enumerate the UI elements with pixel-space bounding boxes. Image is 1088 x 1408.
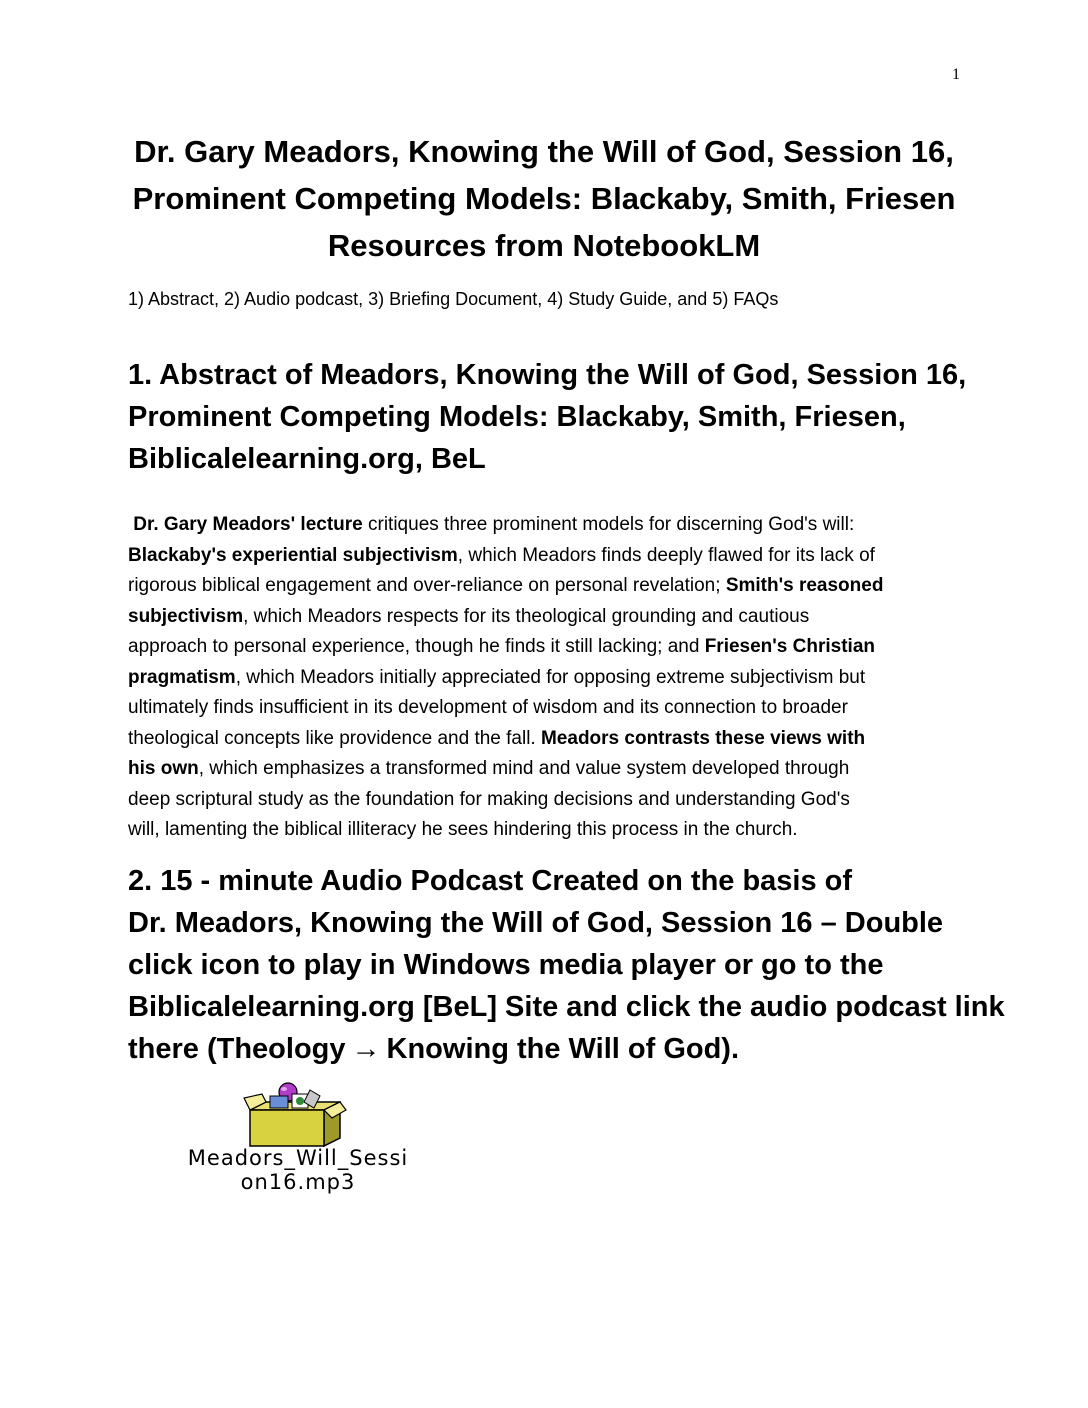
abstract-bold: Friesen's Christian [704, 636, 875, 657]
theology-link-text: there (Theology [128, 1033, 346, 1065]
abstract-text: will, lamenting the biblical illiteracy he sees hindering this process in the church. [128, 819, 798, 840]
title-line-2: Prominent Competing Models: Blackaby, Smith, Friesen [132, 181, 956, 216]
abstract-bold: Dr. Gary Meadors' lecture [133, 514, 363, 535]
section-2-heading-line-2: Dr. Meadors, Knowing the Will of God, Session 16 – Double [128, 907, 944, 939]
audio-podcast-file[interactable] [128, 1080, 468, 1194]
audio-file-name-line-2: on16.mp3 [240, 1170, 356, 1194]
abstract-bold: Meadors contrasts these views with [540, 727, 866, 749]
section-2-heading-line-1: 2. 15 - minute Audio Podcast Created on the basis of [128, 865, 853, 897]
section-1-heading-line-3: Biblicalelearning.org, BeL [128, 443, 486, 475]
abstract-line [128, 693, 968, 724]
abstract-bold: his own [128, 758, 199, 779]
abstract-line [128, 754, 968, 785]
audio-file-name[interactable] [128, 1146, 468, 1194]
abstract-line [128, 815, 968, 846]
abstract-text: , which Meadors finds deeply flawed for its lack of [457, 544, 875, 566]
media-package-icon[interactable] [240, 1080, 350, 1148]
abstract-line [128, 785, 968, 816]
audio-file-name-line-1: Meadors_Will_Sessi [187, 1146, 409, 1170]
arrow-right-icon: → [351, 1033, 381, 1065]
abstract-text: approach to personal experience, though he finds it still lacking; and [128, 636, 705, 657]
section-1-heading [128, 354, 988, 480]
abstract-text: , which Meadors respects for its theological grounding and cautious [243, 605, 810, 627]
section-1-heading-line-1: 1. Abstract of Meadors, Knowing the Will of God, Session 16, [128, 359, 967, 391]
abstract-bold: pragmatism [128, 666, 236, 688]
abstract-text: critiques three prominent models for discerning God's will: [362, 514, 855, 535]
abstract-line [128, 541, 968, 572]
abstract-text: , which Meadors initially appreciated for opposing extreme subjectivism but [235, 666, 866, 688]
abstract-bold: subjectivism [128, 605, 244, 627]
page-number: 1 [952, 66, 960, 83]
title-line-1: Dr. Gary Meadors, Knowing the Will of God, Session 16, [134, 134, 954, 169]
abstract-bold: Smith's reasoned [725, 575, 884, 596]
section-2-heading [128, 860, 1005, 1070]
abstract-text: theological concepts like providence and the fall. [128, 727, 541, 749]
section-2-heading-line-3: click icon to play in Windows media player or go to the [128, 949, 884, 981]
abstract-text: deep scriptural study as the foundation for making decisions and understanding God's [128, 788, 850, 810]
abstract-line [128, 602, 968, 633]
section-2-heading-line-4: Biblicalelearning.org [BeL] Site and click the audio podcast link [128, 991, 1005, 1023]
abstract-line [128, 571, 968, 602]
abstract-line [128, 724, 968, 755]
abstract-line [128, 632, 968, 663]
section-2-heading-line-5 [128, 1028, 988, 1070]
course-link-text: Knowing the Will of God). [386, 1033, 740, 1065]
abstract-text: , which emphasizes a transformed mind and value system developed through [198, 758, 850, 779]
abstract-paragraph [128, 510, 968, 846]
abstract-line [128, 663, 968, 694]
section-1-heading-line-2: Prominent Competing Models: Blackaby, Smith, Friesen, [128, 401, 906, 433]
title-line-3: Resources from NotebookLM [327, 228, 761, 263]
document-title [100, 128, 988, 269]
abstract-text: ultimately finds insufficient in its development of wisdom and its connection to broader [128, 697, 848, 718]
abstract-text: rigorous biblical engagement and over-reliance on personal revelation; [128, 575, 726, 596]
contents-line: 1) Abstract, 2) Audio podcast, 3) Briefing Document, 4) Study Guide, and 5) FAQs [128, 289, 779, 309]
abstract-bold: Blackaby's experiential subjectivism [128, 544, 458, 566]
abstract-line [128, 510, 968, 541]
